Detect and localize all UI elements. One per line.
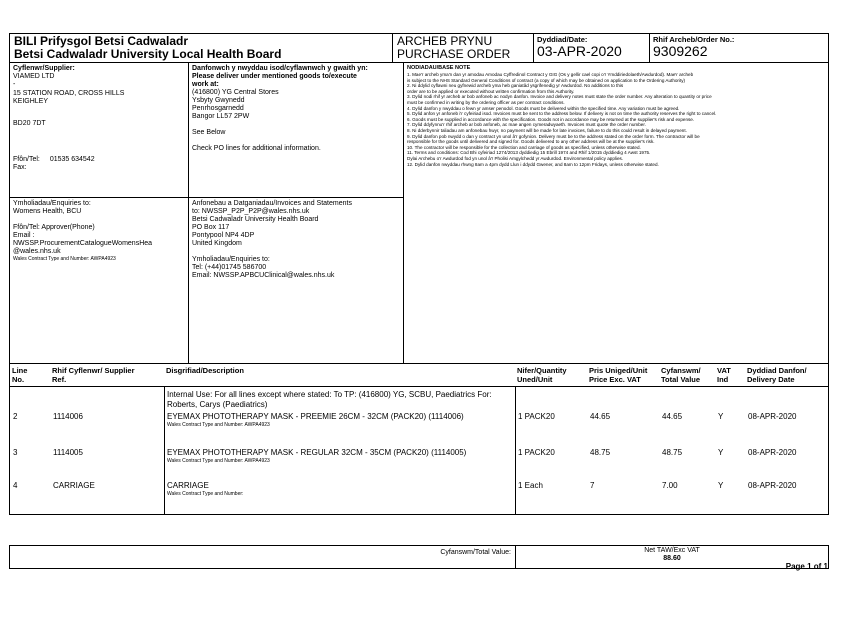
page-number: Page 1 of 1 [785, 562, 828, 571]
cell-total: 7.00 [662, 481, 678, 490]
col-vat-b: Ind [717, 375, 729, 384]
doc-welsh: ARCHEB PRYNU [397, 34, 493, 48]
cell-no: 4 [13, 481, 18, 490]
org-welsh: BILI Prifysgol Betsi Cadwaladr [14, 34, 189, 48]
totals-net-value: 88.60 [663, 555, 681, 562]
order-value: 9309262 [653, 43, 708, 59]
cell-desc: EYEMAX PHOTOTHERAPY MASK - PREEMIE 26CM - 32CM (PACK20) (1114006) [167, 412, 464, 421]
po-header [9, 33, 829, 63]
enquiries-label: Ymholiadau/Enquiries to: [13, 200, 91, 207]
col-line-a: Line [12, 366, 28, 375]
cell-ref: CARRIAGE [53, 481, 95, 490]
col-line-b: No. [12, 375, 25, 384]
totals-net [515, 546, 828, 568]
enquiries-email-label: Email : [13, 232, 35, 239]
note-line: 6. Goods must be supplied in accordance with the specification. Goods not in accordance may be returned at the supplier's risk and expense. [407, 116, 695, 122]
col-delivery [745, 364, 828, 386]
note-line: 3. Dylid nodi rhif yr archeb ar bob anfoneb ac nodyn danfon. Invoice and delivery notes must state the order number. Any alteration to quantity or price [407, 94, 712, 100]
table-header [10, 364, 828, 387]
note-line: order are to be applied or executed without written confirmation from this Authority. [407, 88, 575, 94]
supplier-address2: KEIGHLEY [13, 98, 49, 105]
org-english: Betsi Cadwaladr University Local Health Board [14, 47, 282, 61]
invoices-label: Anfonebau a Datganiadau/Invoices and Statements [192, 200, 352, 207]
cell-date: 08-APR-2020 [748, 412, 797, 421]
note-line: 12. Dylid danfon nwyddau rhwng 8am a 4pm dydd Llun i ddydd Gwener, and 8am to 12pm Fridays, unless otherwise stated. [407, 161, 659, 167]
col-qty [515, 364, 587, 386]
note-line: 8. Ni dderbynnir taliadau am anfonebau hwyr, no payment will be made for late invoices, failure to do this could result in delayed payment. [407, 127, 687, 133]
enquiries-phone-label: Ffôn/Tel: Approver(Phone) [13, 224, 95, 231]
supplier-fax-label: Fax: [13, 164, 27, 171]
purchase-order-page [9, 33, 829, 569]
cell-contract: Wales Contract Type and Number: AWPA4923 [167, 458, 270, 464]
enq2-label: Ymholiadau/Enquiries to: [192, 256, 270, 263]
cell-no: 2 [13, 412, 18, 421]
order-block [649, 34, 828, 62]
enquiries-email: NWSSP.ProcurementCatalogueWomensHea [13, 240, 153, 247]
doc-english: PURCHASE ORDER [397, 47, 511, 61]
note-line: Dylai Archebu o'r Awdurdod fod yn unol â'r Pholisi Amgylchedd yr Awdurdod. Environmental policy applies. [407, 155, 624, 161]
col-vat-a: VAT [717, 366, 731, 375]
supplier-phone: 01535 634542 [49, 156, 95, 163]
check-po: Check PO lines for additional information. [192, 145, 321, 152]
totals-net-label: Net TAW/Exc VAT [644, 547, 700, 554]
cell-price: 7 [590, 481, 595, 490]
cell-qty: 1 PACK20 [518, 448, 555, 457]
col-total [659, 364, 715, 386]
date-value: 03-APR-2020 [537, 43, 622, 59]
supplier-block [10, 63, 188, 197]
col-price-a: Pris Uniged/Unit [589, 366, 648, 375]
cell-vat: Y [718, 448, 724, 457]
enq2-tel: Tel: (+44)01745 586700 [192, 264, 267, 271]
invoices-po: PO Box 117 [192, 224, 230, 231]
cell-date: 08-APR-2020 [748, 481, 797, 490]
invoices-country: United Kingdom [192, 240, 242, 247]
invoices-to: to: NWSSP_P2P_P2P@wales.nhs.uk [192, 208, 310, 215]
order-label: Rhif Archeb/Order No.: [653, 35, 735, 44]
col-total-a: Cyfanswm/ [661, 366, 701, 375]
delivery-label: Danfonwch y nwyddau isod/cyflawnwch y gwaith yn: [192, 65, 368, 72]
delivery-line1: (416800) YG Central Stores [192, 89, 279, 96]
delivery-label2: Please deliver under mentioned goods to/execute [192, 73, 357, 80]
po-body [9, 63, 829, 364]
col-delivery-b: Delivery Date [747, 375, 795, 384]
supplier-name: VIAMED LTD [13, 73, 55, 80]
cell-qty: 1 PACK20 [518, 412, 555, 421]
cell-ref: 1114006 [53, 412, 83, 421]
delivery-line4: Bangor LL57 2PW [192, 113, 250, 120]
col-price [587, 364, 659, 386]
delivery-block [188, 63, 403, 197]
note-line: is subject to the NHS Standard General Conditions of contract (a copy of which may be obtained on application to the Ordering Authority) [407, 77, 686, 83]
cell-vat: Y [718, 481, 724, 490]
cell-desc: EYEMAX PHOTOTHERAPY MASK - REGULAR 32CM - 35CM (PACK20) (1114005) [167, 448, 467, 457]
note-line: must be confirmed in writing by the ordering officer as per contract conditions. [407, 99, 565, 105]
cell-contract: Wales Contract Type and Number: AWPA4923 [167, 422, 270, 428]
invoices-org: Betsi Cadwaladr University Health Board [192, 216, 319, 223]
col-desc-text: Disgrifiad/Description [166, 366, 244, 375]
supplier-postcode: BD20 7DT [13, 120, 46, 127]
date-block [533, 34, 649, 62]
see-below: See Below [192, 129, 226, 136]
totals-label: Cyfanswm/Total Value: [440, 549, 511, 556]
cell-desc: CARRIAGE [167, 481, 209, 490]
col-vat [715, 364, 745, 386]
cell-price: 48.75 [590, 448, 611, 457]
notes-lines [407, 72, 825, 167]
col-delivery-a: Dyddiad Danfon/ [747, 366, 807, 375]
note-line: 11. Terms and conditions: Cod Bhi cyfeiriad 1274/2013 dyddiedig 15 Ebrill 1974 and Rhif 1/2015 dyddiedig 4 Awst 1975. [407, 150, 651, 156]
cell-vat: Y [718, 412, 724, 421]
note-line: 4. Dylid danfon y nwyddau o fewn yr amser penodol. Goods must be delivered within the specified time. Any variation must be agreed. [407, 105, 680, 111]
note-line: 5. Dylid anfon yr anfoneb i'r cyfeiriad isod. Invoices must be sent to the address below. If delivery is not on time the authority reserves the right to cancel. [407, 111, 717, 117]
enquiries-block [10, 198, 188, 363]
note-line: 2. Ni ddylid cyflawni neu gyfnewid archeb yma heb ganiatâd ysgrifenedig yr Awdurdod. No additions to this [407, 83, 624, 89]
col-supref-a: Rhif Cyflenwr/ Supplier [52, 366, 135, 375]
supplier-address1: 15 STATION ROAD, CROSS HILLS [13, 90, 125, 97]
note-line: 10. The contractor will be responsible for the collection and carriage of goods as specified, unless otherwise stated. [407, 144, 641, 150]
col-supref [50, 364, 164, 386]
totals-row [9, 545, 829, 569]
col-total-b: Total Value [661, 375, 701, 384]
cell-ref: 1114005 [53, 448, 83, 457]
doc-type [392, 34, 533, 62]
col-qty-a: Nifer/Quantity [517, 366, 567, 375]
delivery-label3: work at: [192, 81, 219, 88]
supplier-dash: - [13, 81, 16, 88]
note-line: 9. Dylid danfon pob nwydd o dan y contract yn unol â'r gofynion. Delivery must be to the address stated on the order form. The contractor will be [407, 133, 700, 139]
col-supref-b: Ref. [52, 375, 67, 384]
enquiries-contract: Wales Contract Type and Number: AWPA4923 [13, 256, 116, 262]
note-line: 1. Mae'r archeb yma'n dan yr amodau Amodau Cyffredinol Contract y GIG (Os y gellir cael copi o'r Ymddiriedolaeth/Awdurdod). Mae'r archeb [407, 72, 694, 77]
note-line: 7. Dylid ddyfynnu'r rhif archeb ar bob anfoneb, ac mae angen cymeradwyaeth. Invoices must quote the order number. [407, 122, 646, 128]
line-items-table [9, 364, 829, 515]
delivery-line2: Ysbyty Gwynedd [192, 97, 245, 104]
base-notes [403, 63, 828, 363]
delivery-line3: Penrhosgarnedd [192, 105, 244, 112]
enquiries-name: Womens Health, BCU [13, 208, 82, 215]
supplier-phone-label: Ffôn/Tel: [13, 156, 40, 163]
col-line [10, 364, 50, 386]
cell-date: 08-APR-2020 [748, 448, 797, 457]
org-names [10, 34, 392, 62]
cell-price: 44.65 [590, 412, 611, 421]
internal-use-note: Internal Use: For all lines except where stated: To TP: (416800) YG, SCBU, Paediatrics For: Roberts, Carys (Paediatrics) [167, 390, 492, 409]
enq2-email: Email: NWSSP.APBCUClinical@wales.nhs.uk [192, 272, 335, 279]
notes-title: NODIADAU/BASE NOTE [407, 65, 471, 71]
date-label: Dyddiad/Date: [537, 35, 588, 44]
supplier-label: Cyflenwr/Supplier: [13, 65, 75, 72]
cell-total: 44.65 [662, 412, 683, 421]
cell-total: 48.75 [662, 448, 683, 457]
cell-contract: Wales Contract Type and Number: [167, 491, 244, 497]
enquiries-email2: @wales.nhs.uk [13, 248, 61, 255]
invoices-block [188, 198, 403, 363]
cell-no: 3 [13, 448, 18, 457]
col-desc [164, 364, 515, 386]
col-qty-b: Uned/Unit [517, 375, 553, 384]
cell-qty: 1 Each [518, 481, 543, 490]
invoices-town: Pontypool NP4 4DP [192, 232, 255, 239]
col-price-b: Price Exc. VAT [589, 375, 641, 384]
note-line: responsible for the goods until delivered and signed for. Goods delivered to any other address will be at the supplier's risk. [407, 139, 655, 145]
